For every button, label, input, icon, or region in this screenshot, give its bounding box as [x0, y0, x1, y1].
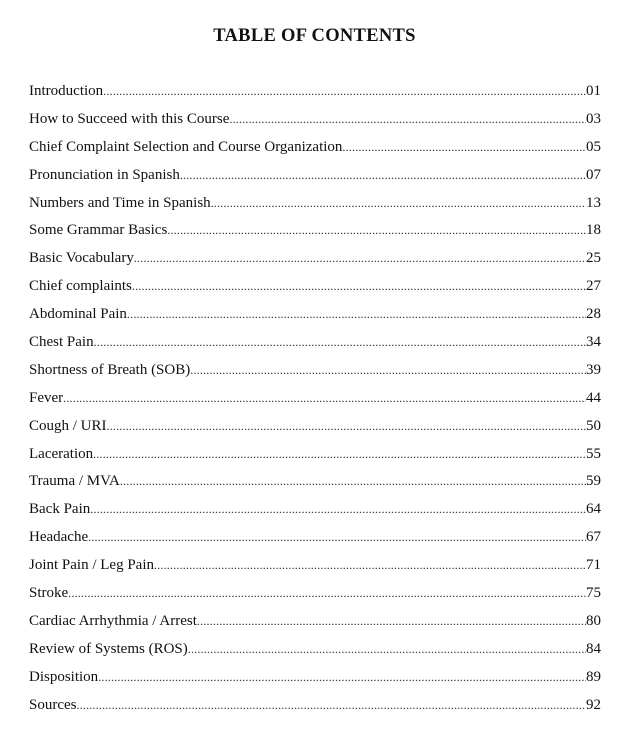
toc-entry-label: Basic Vocabulary	[29, 250, 134, 267]
toc-entry-page: 59	[586, 473, 601, 490]
dot-leader	[190, 363, 586, 378]
dot-leader	[93, 447, 586, 462]
toc-entry	[29, 278, 601, 306]
dot-leader	[127, 307, 586, 322]
toc-entry-label: Some Grammar Basics	[29, 222, 168, 239]
toc-entry-page: 64	[586, 501, 601, 518]
toc-entry	[29, 195, 601, 223]
toc-entry	[29, 697, 601, 725]
dot-leader	[63, 391, 586, 406]
dot-leader	[342, 140, 586, 155]
toc-entry-label: Chief Complaint Selection and Course Organization	[29, 138, 343, 155]
toc-entry	[29, 501, 601, 529]
toc-entry	[29, 473, 601, 501]
dot-leader	[120, 474, 586, 489]
toc-entry-page: 07	[586, 166, 601, 183]
toc-entry	[29, 557, 601, 585]
dot-leader	[107, 419, 586, 434]
dot-leader	[88, 530, 586, 545]
toc-entry	[29, 139, 601, 167]
toc-entry	[29, 613, 601, 641]
table-of-contents	[29, 83, 601, 724]
toc-entry-page: 27	[586, 278, 601, 295]
toc-entry-label: Fever	[29, 389, 64, 406]
toc-entry-label: Pronunciation in Spanish	[29, 166, 180, 183]
dot-leader	[94, 335, 586, 350]
dot-leader	[211, 196, 586, 211]
dot-leader	[154, 558, 586, 573]
dot-leader	[197, 614, 586, 629]
toc-entry	[29, 111, 601, 139]
dot-leader	[180, 168, 586, 183]
dot-leader	[188, 642, 586, 657]
toc-entry-page: 92	[586, 696, 601, 713]
page-title: TABLE OF CONTENTS	[213, 26, 416, 46]
toc-entry-label: Trauma / MVA	[29, 473, 120, 490]
toc-entry-label: Cardiac Arrhythmia / Arrest	[29, 612, 197, 629]
toc-entry-page: 03	[586, 110, 601, 127]
toc-entry	[29, 446, 601, 474]
toc-entry-label: Numbers and Time in Spanish	[29, 194, 211, 211]
toc-entry-page: 44	[586, 389, 601, 406]
toc-entry	[29, 390, 601, 418]
dot-leader	[167, 223, 586, 238]
toc-entry-label: Joint Pain / Leg Pain	[29, 557, 154, 574]
toc-entry-page: 18	[586, 222, 601, 239]
toc-entry	[29, 334, 601, 362]
toc-entry	[29, 669, 601, 697]
toc-entry-page: 13	[586, 194, 601, 211]
toc-entry	[29, 83, 601, 111]
toc-entry-label: Chest Pain	[29, 334, 94, 351]
dot-leader	[103, 84, 586, 99]
toc-entry	[29, 529, 601, 557]
toc-entry-page: 25	[586, 250, 601, 267]
toc-entry-page: 28	[586, 306, 601, 323]
toc-entry-label: Sources	[29, 696, 77, 713]
toc-entry-page: 39	[586, 361, 601, 378]
toc-entry	[29, 362, 601, 390]
toc-entry-label: Review of Systems (ROS)	[29, 640, 188, 657]
toc-entry-label: Stroke	[29, 585, 69, 602]
toc-entry	[29, 250, 601, 278]
dot-leader	[98, 670, 586, 685]
toc-entry-page: 80	[586, 612, 601, 629]
toc-entry	[29, 585, 601, 613]
toc-entry	[29, 306, 601, 334]
toc-entry	[29, 641, 601, 669]
dot-leader	[134, 251, 586, 266]
dot-leader	[229, 112, 586, 127]
toc-entry-page: 01	[586, 83, 601, 99]
toc-entry-label: Laceration	[29, 445, 94, 462]
toc-entry-label: Chief complaints	[29, 278, 132, 295]
dot-leader	[68, 586, 586, 601]
toc-entry	[29, 418, 601, 446]
toc-entry-page: 34	[586, 334, 601, 351]
toc-entry-label: How to Succeed with this Course	[29, 110, 230, 127]
toc-entry-label: Back Pain	[29, 501, 91, 518]
dot-leader	[132, 279, 586, 294]
toc-entry-page: 89	[586, 668, 601, 685]
toc-entry-page: 84	[586, 640, 601, 657]
toc-entry-page: 67	[586, 529, 601, 546]
toc-entry-label: Shortness of Breath (SOB)	[29, 361, 191, 378]
toc-entry-page: 75	[586, 585, 601, 602]
toc-entry	[29, 167, 601, 195]
toc-entry-page: 71	[586, 557, 601, 574]
toc-entry-page: 50	[586, 417, 601, 434]
toc-entry-label: Cough / URI	[29, 417, 107, 434]
toc-entry-label: Introduction	[29, 83, 104, 99]
toc-entry-label: Headache	[29, 529, 89, 546]
toc-entry-label: Disposition	[29, 668, 99, 685]
toc-entry	[29, 222, 601, 250]
toc-entry-page: 55	[586, 445, 601, 462]
dot-leader	[77, 698, 587, 713]
dot-leader	[90, 502, 586, 517]
toc-entry-label: Abdominal Pain	[29, 306, 127, 323]
toc-entry-page: 05	[586, 138, 601, 155]
